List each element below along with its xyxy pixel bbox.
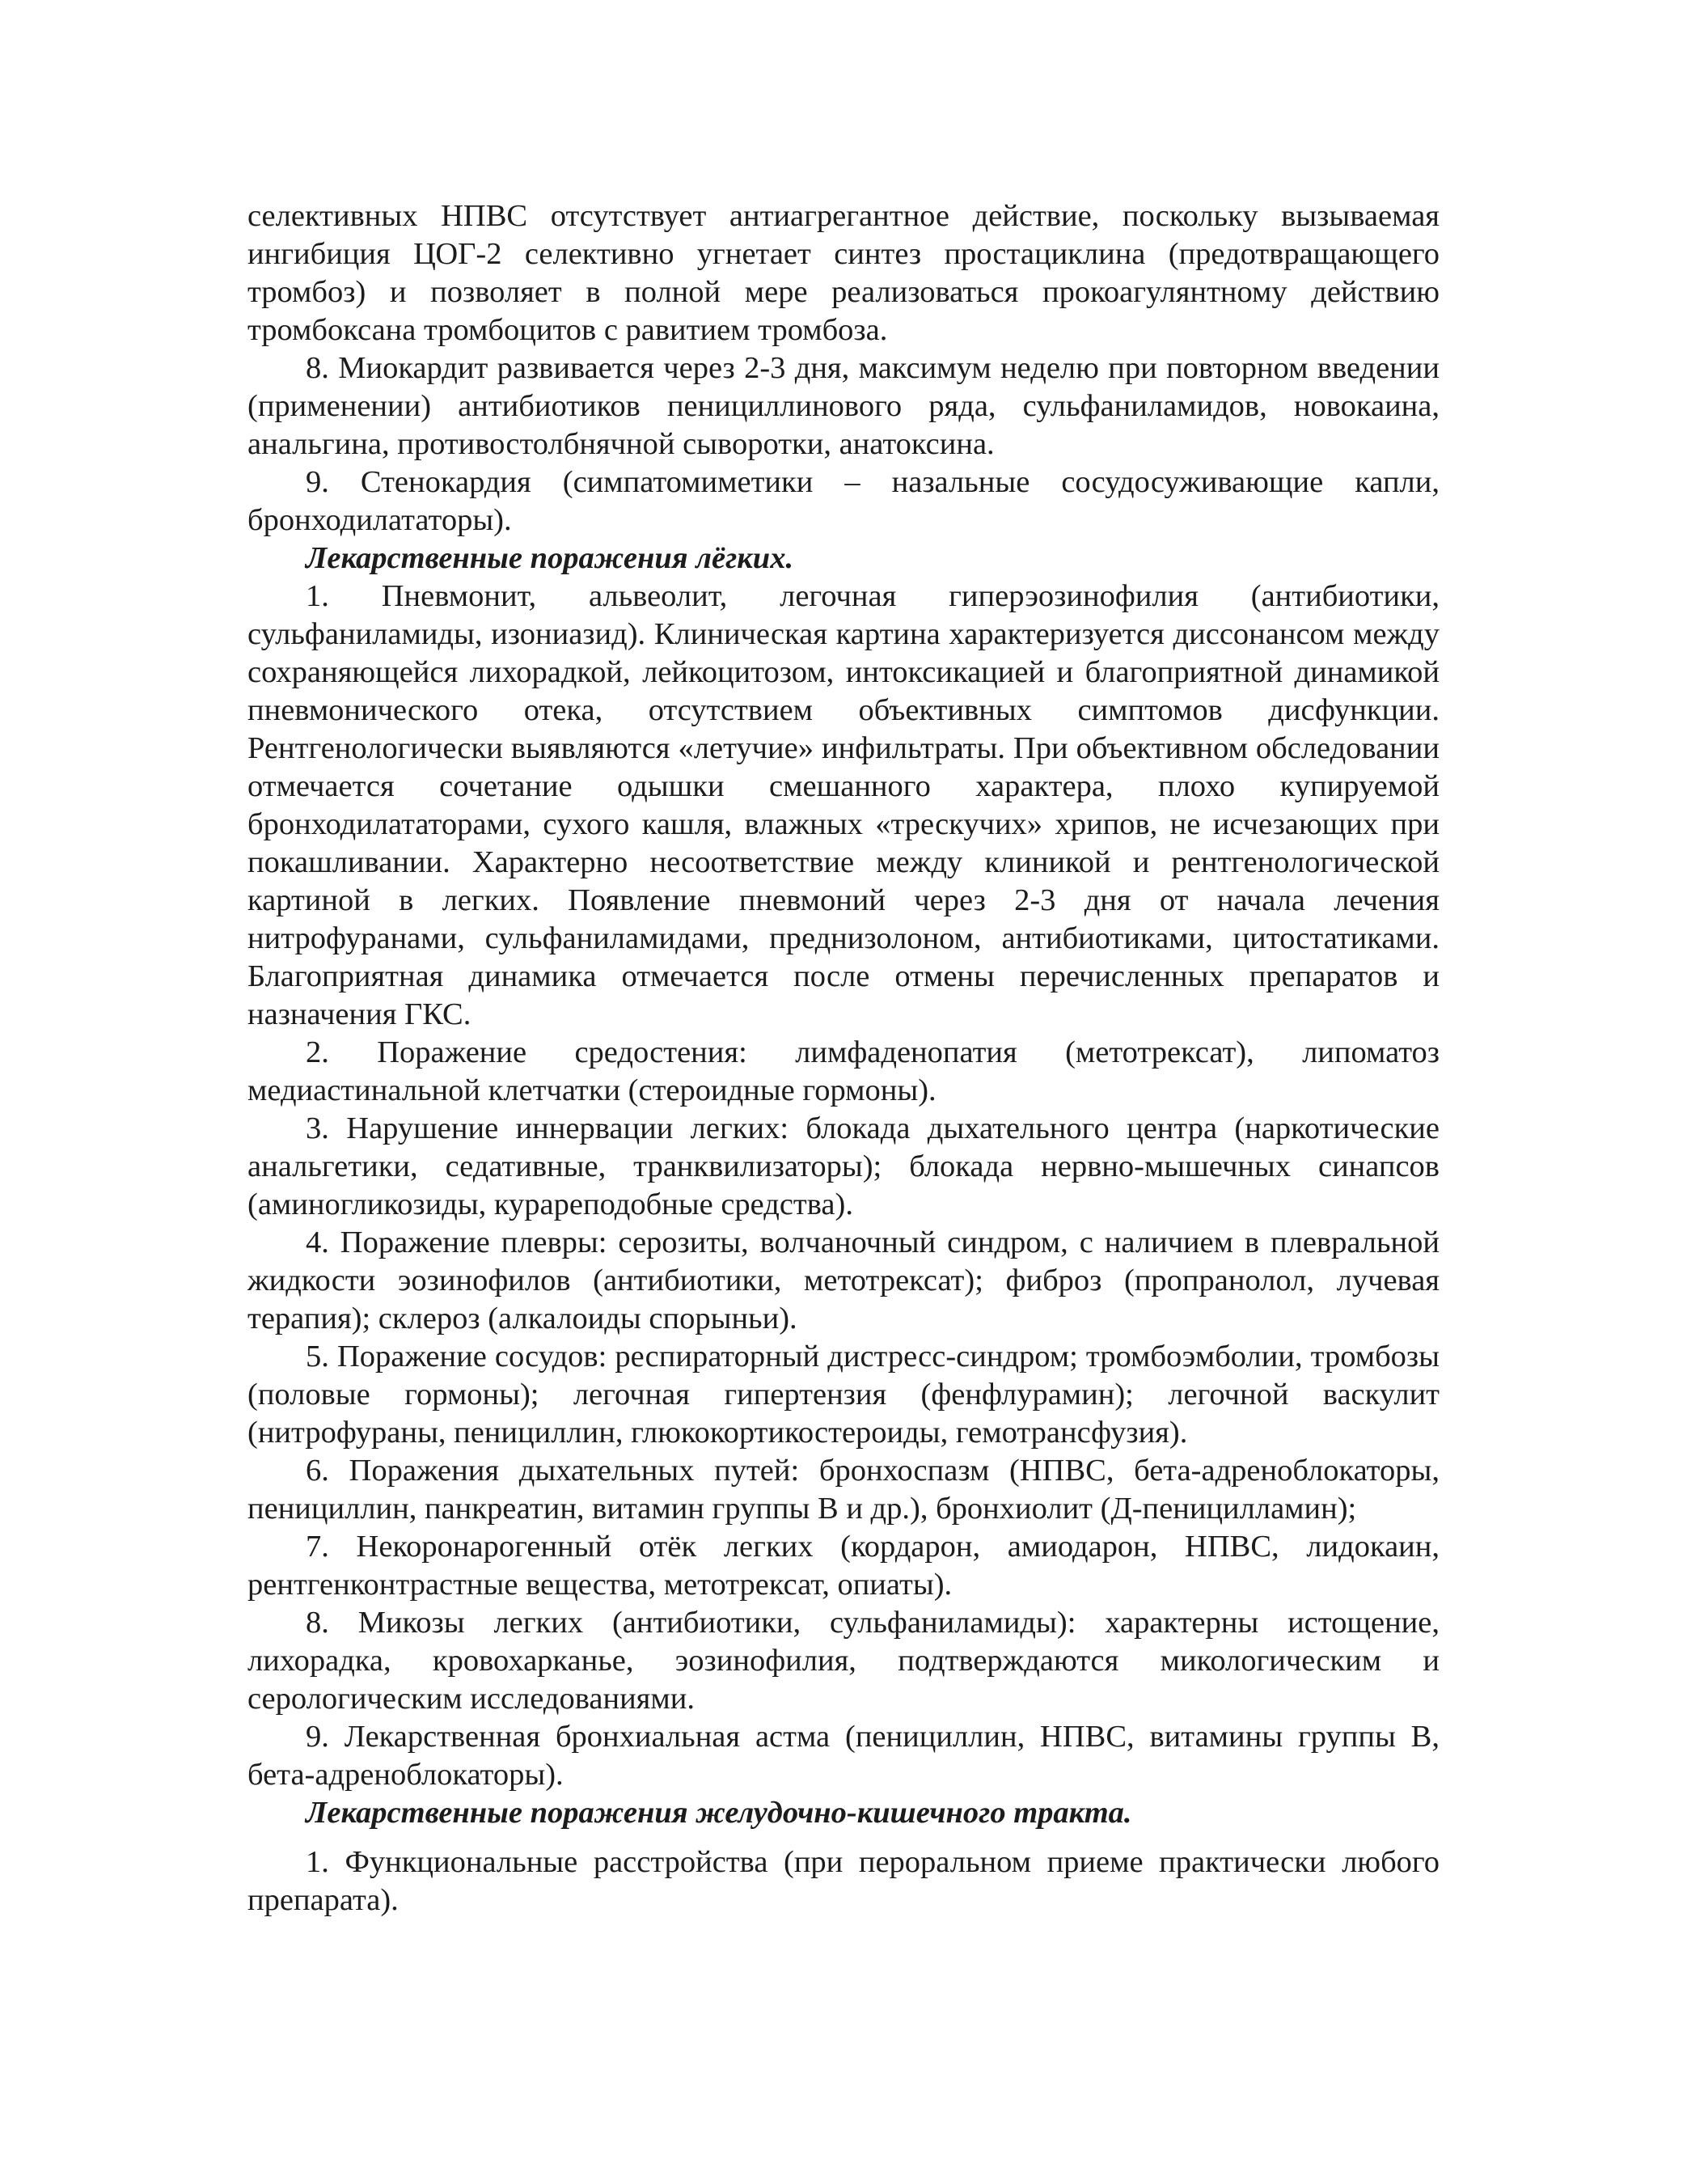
paragraph-vessels: 5. Поражение сосудов: респираторный дистресс-синдром; тромбоэмболии, тромбозы (половые гормоны); легочная гипертензия (фенфлурамин); легочной васкулит (нитрофураны, пенициллин, глюкокортикостероиды, гемотрансфузия). [247,1340,1440,1450]
paragraph-innervation: 3. Нарушение иннервации легких: блокада дыхательного центра (наркотические анальгетики, седативные, транквилизаторы); блокада нервно-мышечных синапсов (аминогликозиды, курареподобные средства). [247,1111,1440,1221]
section-heading-gi-tract: Лекарственные поражения желудочно-кишечного тракта. [306,1796,1132,1830]
section-heading-lungs: Лекарственные поражения лёгких. [306,541,794,575]
paragraph-continuation: селективных НПВС отсутствует антиагрегантное действие, поскольку вызываемая ингибиция ЦОГ-2 селективно угнетает синтез простациклина (предотвращающего тромбоз) и позволяет в полной мере реализоваться прокоагулянтному действию тромбоксана тромбоцитов с равитием тромбоза. [247,199,1440,347]
paragraph-airways: 6. Поражения дыхательных путей: бронхоспазм (НПВС, бета-адреноблокаторы, пенициллин, панкреатин, витамин группы В и др.), бронхиолит (Д-пеницилламин); [247,1454,1440,1526]
paragraph-functional-disorders: 1. Функциональные расстройства (при пероральном приеме практически любого препарата). [247,1845,1440,1917]
paragraph-pneumonitis: 1. Пневмонит, альвеолит, легочная гиперэозинофилия (антибиотики, сульфаниламиды, изониазид). Клиническая картина характеризуется диссонансом между сохраняющейся лихорадкой, лейкоцитозом, интоксикацией и благоприятной динамикой пневмонического отека, отсутствием объективных симптомов дисфункции. Рентгенологически выявляются «летучие» инфильтраты. При объективном обследовании отмечается сочетание одышки смешанного характера, плохо купируемой бронходилататорами, сухого кашля, влажных «трескучих» хрипов, не исчезающих при покашливании. Характерно несоответствие между клиникой и рентгенологической картиной в легких. Появление пневмоний через 2-3 дня от начала лечения нитрофуранами, сульфаниламидами, преднизолоном, антибиотиками, цитостатиками. Благоприятная динамика отмечается после отмены перечисленных препаратов и назначения ГКС. [247,579,1440,1031]
paragraph-asthma: 9. Лекарственная бронхиальная астма (пенициллин, НПВС, витамины группы В, бета-адреноблокаторы). [247,1720,1440,1792]
paragraph-stenocardia: 9. Стенокардия (симпатомиметики – назальные сосудосуживающие капли, бронходилататоры). [247,465,1440,537]
paragraph-edema: 7. Некоронарогенный отёк легких (кордарон, амиодарон, НПВС, лидокаин, рентгенконтрастные вещества, метотрексат, опиаты). [247,1530,1440,1602]
paragraph-pleura: 4. Поражение плевры: серозиты, волчаночный синдром, с наличием в плевральной жидкости эозинофилов (антибиотики, метотрексат); фиброз (пропранолол, лучевая терапия); склероз (алкалоиды спорыньи). [247,1225,1440,1335]
paragraph-mediastinum: 2. Поражение средостения: лимфаденопатия (метотрексат), липоматоз медиастинальной клетчатки (стероидные гормоны). [247,1035,1440,1107]
paragraph-mycoses: 8. Микозы легких (антибиотики, сульфаниламиды): характерны истощение, лихорадка, кровохарканье, эозинофилия, подтверждаются микологическим и серологическим исследованиями. [247,1606,1440,1716]
document-body [247,197,1440,1919]
paragraph-myocarditis: 8. Миокардит развивается через 2-3 дня, максимум неделю при повторном введении (применении) антибиотиков пенициллинового ряда, сульфаниламидов, новокаина, анальгина, противостолбнячной сыворотки, анатоксина. [247,351,1440,461]
